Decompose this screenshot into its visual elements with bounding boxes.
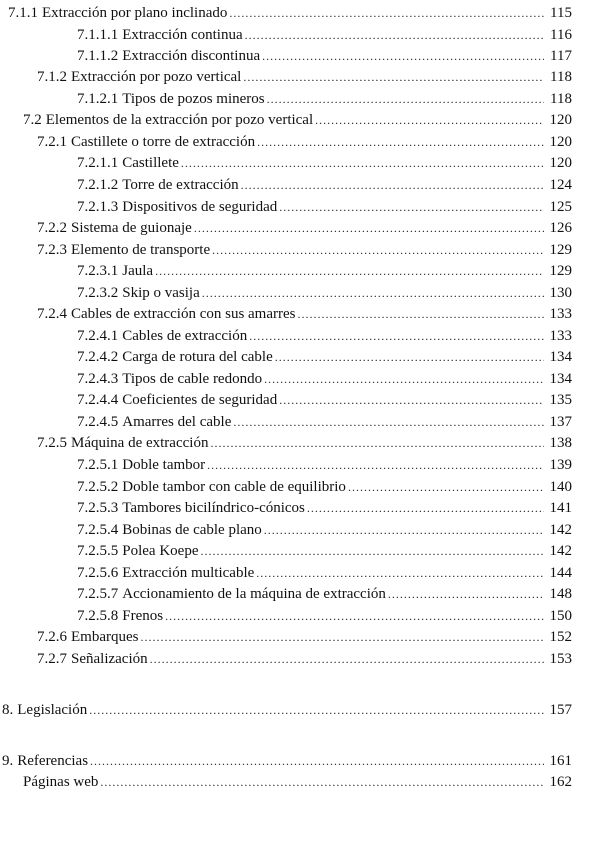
toc-entry-page: 130: [549, 285, 572, 301]
toc-entry-title: Tipos de cable redondo: [122, 371, 263, 387]
toc-entry: [77, 368, 572, 390]
toc-entry-number: 7.2.1.3: [77, 199, 119, 215]
dot-leader: [279, 389, 544, 411]
dot-leader: [181, 152, 544, 174]
toc-entry-number: 7.2.5.7: [77, 586, 119, 602]
toc-entry-title: Páginas web: [23, 774, 99, 790]
toc-entry-page: 142: [549, 522, 572, 538]
toc-entry-number: 7.1.2: [37, 69, 67, 85]
toc-entry-number: 9.: [2, 753, 14, 769]
toc-entry-page: 148: [549, 586, 572, 602]
toc-entry-title: Legislación: [17, 702, 88, 718]
toc-entry-number: 7.2.5.1: [77, 457, 119, 473]
toc-entry-title: Extracción multicable: [122, 565, 255, 581]
toc-entry-title: Amarres del cable: [122, 414, 232, 430]
toc-entry-number: 7.2.3: [37, 242, 67, 258]
toc-entry-number: 8.: [2, 702, 14, 718]
dot-leader: [90, 750, 544, 772]
toc-entry-page: 161: [549, 753, 572, 769]
toc-entry: [37, 66, 572, 88]
toc-entry-title: Skip o vasija: [122, 285, 200, 301]
toc-entry-number: 7.2.3.2: [77, 285, 119, 301]
toc-entry-title: Dispositivos de seguridad: [122, 199, 278, 215]
dot-leader: [243, 66, 544, 88]
dot-leader: [207, 454, 544, 476]
toc-entry-title: Coeficientes de seguridad: [122, 392, 278, 408]
toc-entry: [37, 648, 572, 670]
toc-entry-number: 7.2.1: [37, 134, 67, 150]
toc-entry-page: 129: [549, 263, 572, 279]
toc-entry-title: Accionamiento de la máquina de extracción: [122, 586, 386, 602]
toc-entry-page: 125: [549, 199, 572, 215]
dot-leader: [249, 325, 544, 347]
toc-entry-number: 7.1.1: [8, 5, 38, 21]
toc-entry: [77, 583, 572, 605]
toc-entry-page: 115: [550, 5, 572, 21]
toc-entry-page: 120: [549, 134, 572, 150]
toc-entry-title: Máquina de extracción: [71, 435, 209, 451]
dot-leader: [229, 2, 544, 24]
toc-entry-title: Polea Koepe: [122, 543, 199, 559]
toc-entry: [77, 389, 572, 411]
toc-entry-page: 120: [549, 112, 572, 128]
toc-entry-page: 133: [549, 328, 572, 344]
toc-entry: [77, 476, 572, 498]
dot-leader: [212, 239, 544, 261]
toc-entry-title: Castillete o torre de extracción: [71, 134, 256, 150]
toc-entry: [77, 174, 572, 196]
dot-leader: [210, 432, 544, 454]
dot-leader: [150, 648, 544, 670]
dot-leader: [155, 260, 544, 282]
toc-entry-title: Frenos: [122, 608, 164, 624]
toc-entry-page: 124: [549, 177, 572, 193]
dot-leader: [275, 346, 544, 368]
toc-entry-number: 7.2.7: [37, 651, 67, 667]
toc-entry-title: Referencias: [17, 753, 89, 769]
toc-entry: [77, 497, 572, 519]
toc-entry-page: 126: [549, 220, 572, 236]
dot-leader: [348, 476, 544, 498]
toc-entry: [2, 699, 572, 721]
dot-leader: [202, 282, 544, 304]
toc-entry-page: 139: [549, 457, 572, 473]
toc-entry: [77, 605, 572, 627]
toc-entry-title: Tambores bicilíndrico-cónicos: [122, 500, 305, 516]
toc-entry-page: 153: [549, 651, 572, 667]
toc-entry-number: 7.2.5.4: [77, 522, 119, 538]
toc-entry-title: Embarques: [71, 629, 139, 645]
toc-entry: [37, 432, 572, 454]
toc-entry-number: 7.2.4.2: [77, 349, 119, 365]
toc-entry-number: 7.2.5.6: [77, 565, 119, 581]
dot-leader: [245, 24, 544, 46]
toc-entry-page: 137: [549, 414, 572, 430]
toc-entry: [77, 196, 572, 218]
dot-leader: [194, 217, 544, 239]
toc-entry: [37, 303, 572, 325]
toc-entry-number: 7.1.1.1: [77, 27, 119, 43]
toc-entry-number: 7.1.1.2: [77, 48, 119, 64]
toc-entry: [37, 131, 572, 153]
toc-entry-page: 118: [550, 69, 572, 85]
toc-entry-number: 7.2.5.3: [77, 500, 119, 516]
toc-entry: [23, 771, 572, 793]
dot-leader: [262, 45, 544, 67]
toc-entry-number: 7.2.4: [37, 306, 67, 322]
toc-entry: [8, 2, 572, 24]
dot-leader: [200, 540, 544, 562]
toc-entry-number: 7.2.5: [37, 435, 67, 451]
toc-entry-title: Doble tambor: [122, 457, 206, 473]
toc-entry-number: 7.2: [23, 112, 42, 128]
toc-entry-title: Carga de rotura del cable: [122, 349, 273, 365]
toc-entry-number: 7.2.4.1: [77, 328, 119, 344]
toc-entry-number: 7.2.5.2: [77, 479, 119, 495]
toc-entry-title: Elementos de la extracción por pozo vertical: [45, 112, 314, 128]
toc-entry-title: Cables de extracción: [122, 328, 248, 344]
dot-leader: [307, 497, 544, 519]
dot-leader: [298, 303, 545, 325]
dot-leader: [267, 88, 544, 110]
toc-entry-page: 129: [549, 242, 572, 258]
toc-entry: [77, 562, 572, 584]
dot-leader: [165, 605, 544, 627]
toc-entry: [37, 239, 572, 261]
toc-entry-number: 7.2.6: [37, 629, 67, 645]
toc-entry: [77, 325, 572, 347]
toc-entry: [77, 152, 572, 174]
toc-entry-page: 134: [549, 349, 572, 365]
toc-entry-title: Cables de extracción con sus amarres: [71, 306, 296, 322]
toc-entry-title: Castillete: [122, 155, 179, 171]
toc-entry-page: 144: [549, 565, 572, 581]
toc-entry-page: 134: [549, 371, 572, 387]
toc-entry-title: Extracción por plano inclinado: [42, 5, 228, 21]
toc-entry-title: Jaula: [122, 263, 154, 279]
dot-leader: [279, 196, 544, 218]
toc-entry-page: 138: [549, 435, 572, 451]
toc-entry-title: Tipos de pozos mineros: [122, 91, 265, 107]
toc-entry: [77, 519, 572, 541]
toc-entry: [77, 540, 572, 562]
toc-entry-number: 7.2.2: [37, 220, 67, 236]
toc-entry: [77, 282, 572, 304]
toc-entry-title: Extracción por pozo vertical: [71, 69, 242, 85]
toc-entry-page: 117: [550, 48, 572, 64]
toc-entry: [77, 346, 572, 368]
toc-entry-title: Sistema de guionaje: [71, 220, 192, 236]
dot-leader: [264, 368, 544, 390]
toc-entry-page: 135: [549, 392, 572, 408]
toc-entry-page: 133: [549, 306, 572, 322]
toc-entry: [2, 750, 572, 772]
dot-leader: [315, 109, 544, 131]
toc-entry-title: Elemento de transporte: [71, 242, 211, 258]
toc-entry: [77, 454, 572, 476]
toc-entry-page: 118: [550, 91, 572, 107]
toc-entry-number: 7.2.1.2: [77, 177, 119, 193]
dot-leader: [140, 626, 544, 648]
toc-entry-number: 7.2.4.5: [77, 414, 119, 430]
toc-entry-page: 142: [549, 543, 572, 559]
toc-entry-title: Bobinas de cable plano: [122, 522, 262, 538]
toc-entry-title: Extracción continua: [122, 27, 243, 43]
toc-entry-page: 140: [549, 479, 572, 495]
toc-entry: [37, 217, 572, 239]
toc-entry-page: 120: [549, 155, 572, 171]
toc-entry: [77, 24, 572, 46]
toc-entry-page: 152: [549, 629, 572, 645]
toc-entry: [23, 109, 572, 131]
toc-entry: [37, 626, 572, 648]
dot-leader: [388, 583, 544, 605]
dot-leader: [241, 174, 544, 196]
toc-entry-page: 116: [550, 27, 572, 43]
toc-entry: [77, 260, 572, 282]
toc-entry-title: Torre de extracción: [122, 177, 239, 193]
dot-leader: [256, 562, 544, 584]
toc-entry-number: 7.2.3.1: [77, 263, 119, 279]
dot-leader: [257, 131, 544, 153]
dot-leader: [233, 411, 544, 433]
toc-entry-number: 7.2.4.4: [77, 392, 119, 408]
toc-entry-page: 157: [549, 702, 572, 718]
toc-entry-number: 7.2.4.3: [77, 371, 119, 387]
toc-entry-number: 7.2.5.5: [77, 543, 119, 559]
toc-entry-number: 7.1.2.1: [77, 91, 119, 107]
toc-entry: [77, 411, 572, 433]
toc-entry-page: 150: [549, 608, 572, 624]
toc-entry-number: 7.2.1.1: [77, 155, 119, 171]
toc-entry-page: 141: [549, 500, 572, 516]
dot-leader: [264, 519, 544, 541]
dot-leader: [89, 699, 544, 721]
toc-entry: [77, 45, 572, 67]
toc-entry-title: Extracción discontinua: [122, 48, 261, 64]
toc-entry-page: 162: [549, 774, 572, 790]
toc-entry: [77, 88, 572, 110]
dot-leader: [100, 771, 544, 793]
toc-entry-title: Doble tambor con cable de equilibrio: [122, 479, 346, 495]
toc-entry-number: 7.2.5.8: [77, 608, 119, 624]
toc-entry-title: Señalización: [71, 651, 148, 667]
